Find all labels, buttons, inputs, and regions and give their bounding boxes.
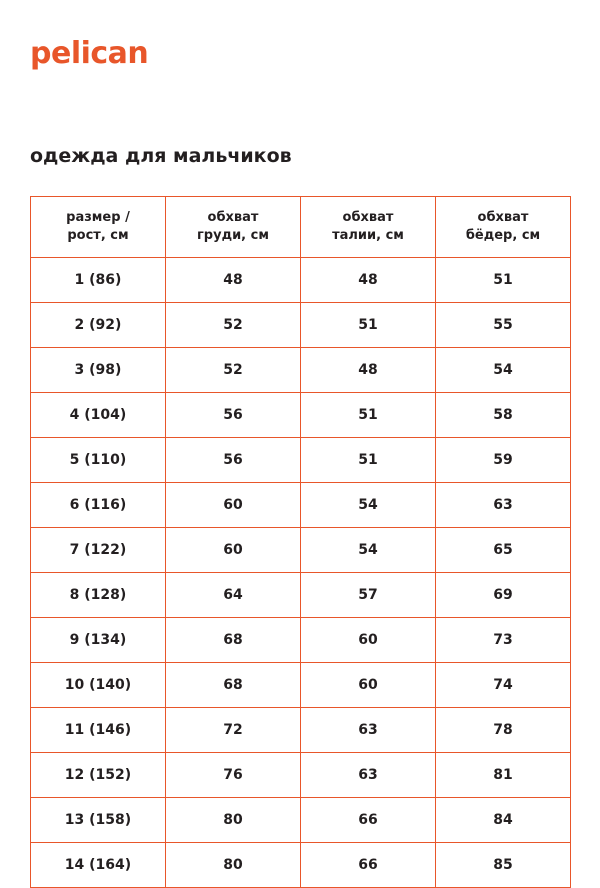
cell-hips: 51 — [436, 258, 571, 303]
cell-waist: 60 — [301, 618, 436, 663]
brand-logo: pelican — [30, 36, 149, 71]
column-header-size-line2: рост, см — [67, 228, 129, 243]
table-row — [31, 258, 571, 303]
cell-size: 10 (140) — [31, 663, 166, 708]
cell-waist: 63 — [301, 708, 436, 753]
table-head — [31, 197, 571, 258]
cell-waist: 66 — [301, 843, 436, 888]
cell-hips: 84 — [436, 798, 571, 843]
table-row — [31, 528, 571, 573]
cell-size: 9 (134) — [31, 618, 166, 663]
cell-size: 6 (116) — [31, 483, 166, 528]
cell-waist: 63 — [301, 753, 436, 798]
table-row — [31, 798, 571, 843]
cell-size: 12 (152) — [31, 753, 166, 798]
cell-hips: 63 — [436, 483, 571, 528]
cell-hips: 85 — [436, 843, 571, 888]
cell-waist: 51 — [301, 438, 436, 483]
table-row — [31, 843, 571, 888]
column-header-chest — [166, 197, 301, 258]
cell-waist: 48 — [301, 258, 436, 303]
cell-size: 7 (122) — [31, 528, 166, 573]
cell-waist: 66 — [301, 798, 436, 843]
size-table — [30, 196, 571, 888]
cell-hips: 73 — [436, 618, 571, 663]
cell-chest: 48 — [166, 258, 301, 303]
cell-chest: 72 — [166, 708, 301, 753]
cell-hips: 69 — [436, 573, 571, 618]
cell-hips: 65 — [436, 528, 571, 573]
cell-waist: 54 — [301, 528, 436, 573]
cell-waist: 51 — [301, 303, 436, 348]
table-row — [31, 573, 571, 618]
cell-chest: 56 — [166, 393, 301, 438]
cell-size: 11 (146) — [31, 708, 166, 753]
column-header-chest-line1: обхват — [207, 210, 259, 226]
cell-chest: 76 — [166, 753, 301, 798]
column-header-size-line1: размер / — [66, 210, 130, 226]
table-row — [31, 483, 571, 528]
cell-waist: 48 — [301, 348, 436, 393]
table-header-row — [31, 197, 571, 258]
table-row — [31, 618, 571, 663]
table-row — [31, 663, 571, 708]
cell-waist: 60 — [301, 663, 436, 708]
cell-chest: 52 — [166, 348, 301, 393]
cell-chest: 68 — [166, 618, 301, 663]
cell-chest: 56 — [166, 438, 301, 483]
cell-waist: 51 — [301, 393, 436, 438]
column-header-size — [31, 197, 166, 258]
cell-size: 8 (128) — [31, 573, 166, 618]
cell-chest: 52 — [166, 303, 301, 348]
cell-chest: 80 — [166, 798, 301, 843]
table-row — [31, 438, 571, 483]
column-header-waist-line2: талии, см — [332, 228, 404, 243]
cell-size: 4 (104) — [31, 393, 166, 438]
cell-hips: 59 — [436, 438, 571, 483]
cell-chest: 60 — [166, 483, 301, 528]
cell-size: 5 (110) — [31, 438, 166, 483]
column-header-hips — [436, 197, 571, 258]
column-header-waist-line1: обхват — [342, 210, 394, 226]
column-header-hips-line2: бёдер, см — [465, 228, 541, 243]
column-header-hips-line1: обхват — [477, 210, 529, 226]
size-table-container — [30, 196, 570, 888]
cell-size: 3 (98) — [31, 348, 166, 393]
cell-hips: 78 — [436, 708, 571, 753]
column-header-waist — [301, 197, 436, 258]
table-row — [31, 303, 571, 348]
table-row — [31, 348, 571, 393]
cell-size: 2 (92) — [31, 303, 166, 348]
table-row — [31, 753, 571, 798]
cell-chest: 64 — [166, 573, 301, 618]
cell-chest: 60 — [166, 528, 301, 573]
cell-chest: 68 — [166, 663, 301, 708]
cell-hips: 74 — [436, 663, 571, 708]
cell-size: 14 (164) — [31, 843, 166, 888]
cell-waist: 57 — [301, 573, 436, 618]
cell-hips: 58 — [436, 393, 571, 438]
cell-size: 1 (86) — [31, 258, 166, 303]
cell-chest: 80 — [166, 843, 301, 888]
table-body — [31, 258, 571, 888]
cell-hips: 54 — [436, 348, 571, 393]
table-row — [31, 393, 571, 438]
page-title: одежда для мальчиков — [30, 145, 292, 167]
cell-waist: 54 — [301, 483, 436, 528]
column-header-chest-line2: груди, см — [197, 228, 269, 243]
cell-size: 13 (158) — [31, 798, 166, 843]
cell-hips: 55 — [436, 303, 571, 348]
cell-hips: 81 — [436, 753, 571, 798]
table-row — [31, 708, 571, 753]
